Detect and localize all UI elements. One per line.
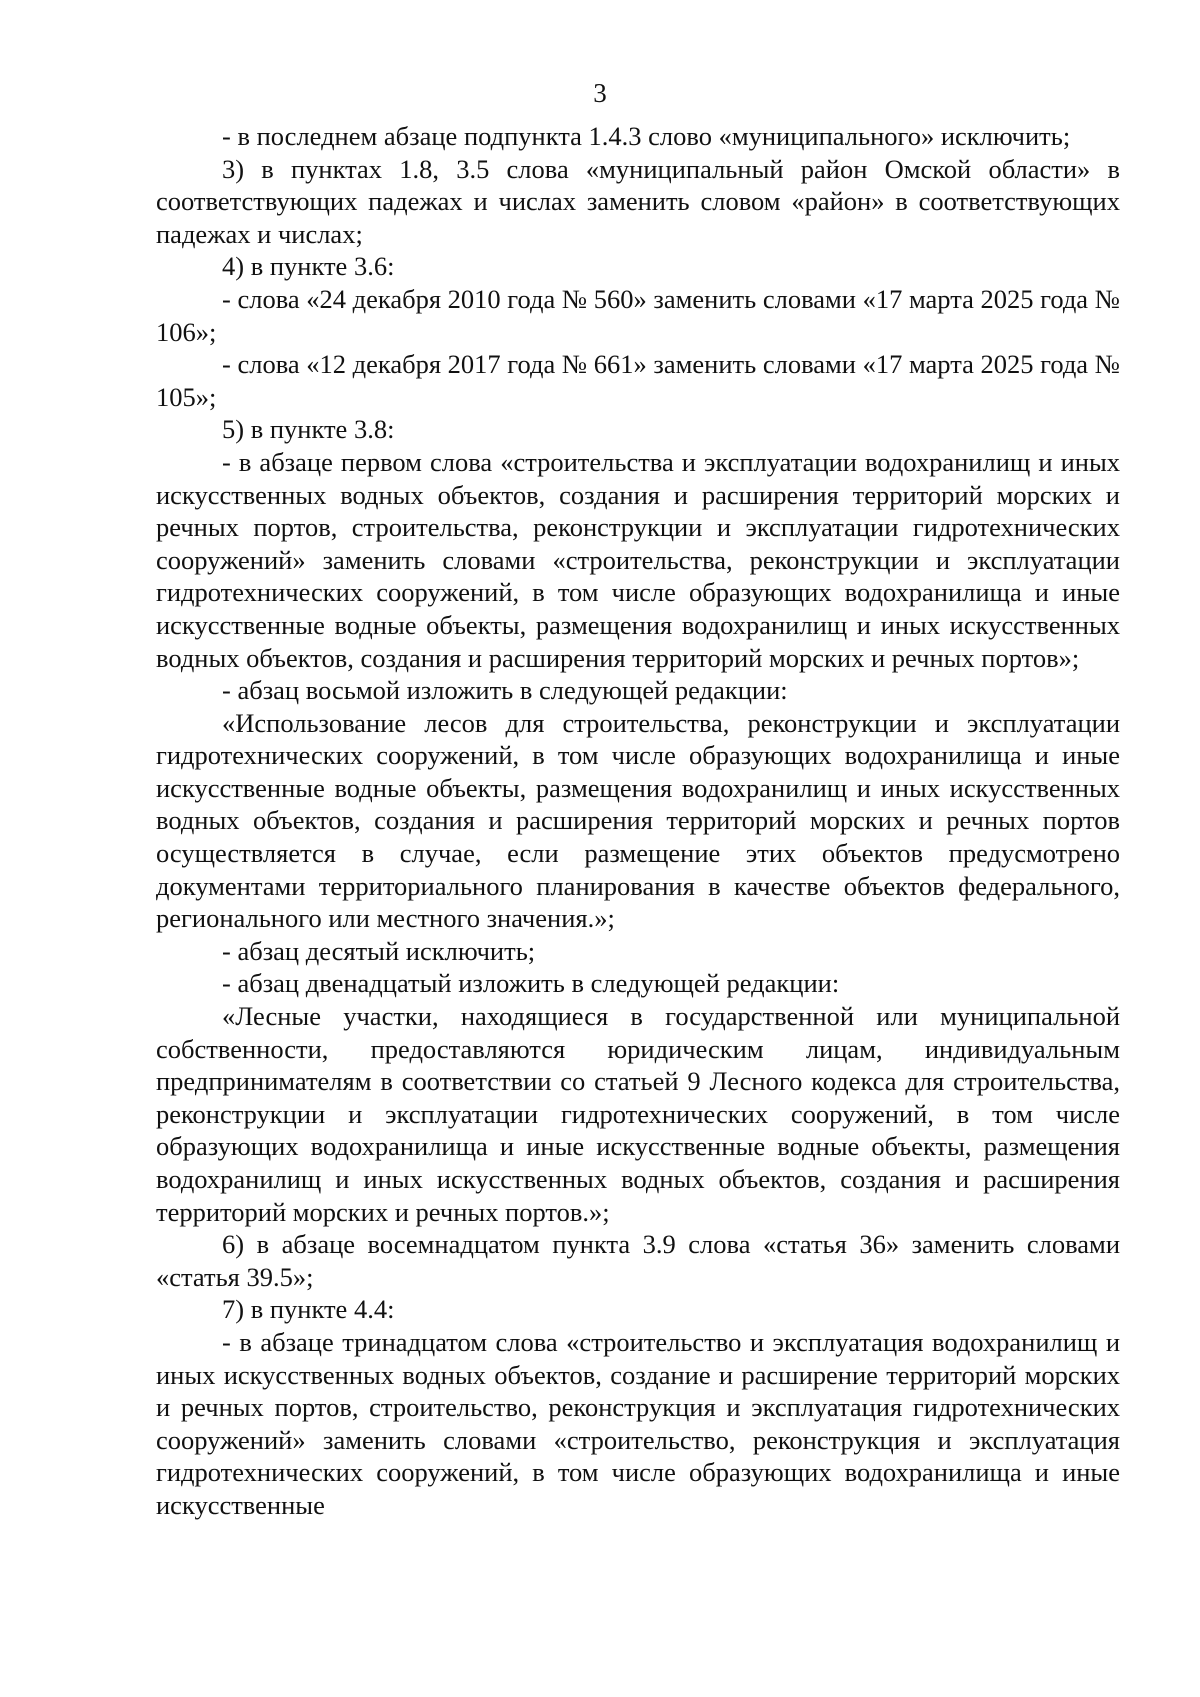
paragraph: - в последнем абзаце подпункта 1.4.3 слово «муниципального» исключить; [222,121,1071,151]
paragraph: - абзац восьмой изложить в следующей редакции: [222,675,788,706]
paragraph: 3) в пунктах 1.8, 3.5 слова «муниципальный район Омской области» в соответствующих падежах и числах заменить словом «район» в соответствующих падежах и числах; [156,153,1120,249]
document-body [156,120,1120,1522]
paragraph: 5) в пункте 3.8: [222,414,395,445]
paragraph: 4) в пункте 3.6: [222,251,395,282]
page-number: 3 [593,78,607,108]
paragraph: 6) в абзаце восемнадцатом пункта 3.9 слова «статья 36» заменить словами «статья 39.5»; [156,1229,1120,1292]
paragraph: - в абзаце первом слова «строительства и эксплуатации водохранилищ и иных искусственных водных объектов, создания и расширения территорий морских и речных портов, строительства, реконструкции и эксплуатации гидротехнических сооружений» заменить словами «строительства, реконструкции и эксплуатации гидротехнических сооружений, в том числе образующих водохранилища и иные искусственные водные объекты, размещения водохранилищ и иных искусственных водных объектов, создания и расширения территорий морских и речных портов»; [156,446,1120,673]
paragraph: - в абзаце тринадцатом слова «строительство и эксплуатация водохранилищ и иных искусственных водных объектов, создание и расширение территорий морских и речных портов, строительство, реконструкция и эксплуатация гидротехнических сооружений» заменить словами «строительство, реконструкция и эксплуатация гидротехнических сооружений, в том числе образующих водохранилища и иные искусственные [156,1326,1120,1520]
paragraph: - слова «12 декабря 2017 года № 661» заменить словами «17 марта 2025 года № 105»; [156,349,1120,412]
paragraph: - абзац десятый исключить; [222,935,536,966]
paragraph: - абзац двенадцатый изложить в следующей редакции: [222,968,840,999]
paragraph: - слова «24 декабря 2010 года № 560» заменить словами «17 марта 2025 года № 106»; [156,283,1120,347]
paragraph: «Лесные участки, находящиеся в государственной или муниципальной собственности, предоставляются юридическим лицам, индивидуальным предпринимателям в соответствии со статьей 9 Лесного кодекса для строительства, реконструкции и эксплуатации гидротехнических сооружений, в том числе образующих водохранилища и иные искусственные водные объекты, размещения водохранилищ и иных искусственных водных объектов, создания и расширения территорий морских и речных портов.»; [156,1001,1120,1227]
paragraph: «Использование лесов для строительства, реконструкции и эксплуатации гидротехнических сооружений, в том числе образующих водохранилища и иные искусственные водные объекты, размещения водохранилищ и иных искусственных водных объектов, создания и расширения территорий морских и речных портов осуществляется в случае, если размещение этих объектов предусмотрено документами территориального планирования в качестве объектов федерального, регионального или местного значения.»; [156,707,1120,934]
paragraph: 7) в пункте 4.4: [222,1294,395,1325]
